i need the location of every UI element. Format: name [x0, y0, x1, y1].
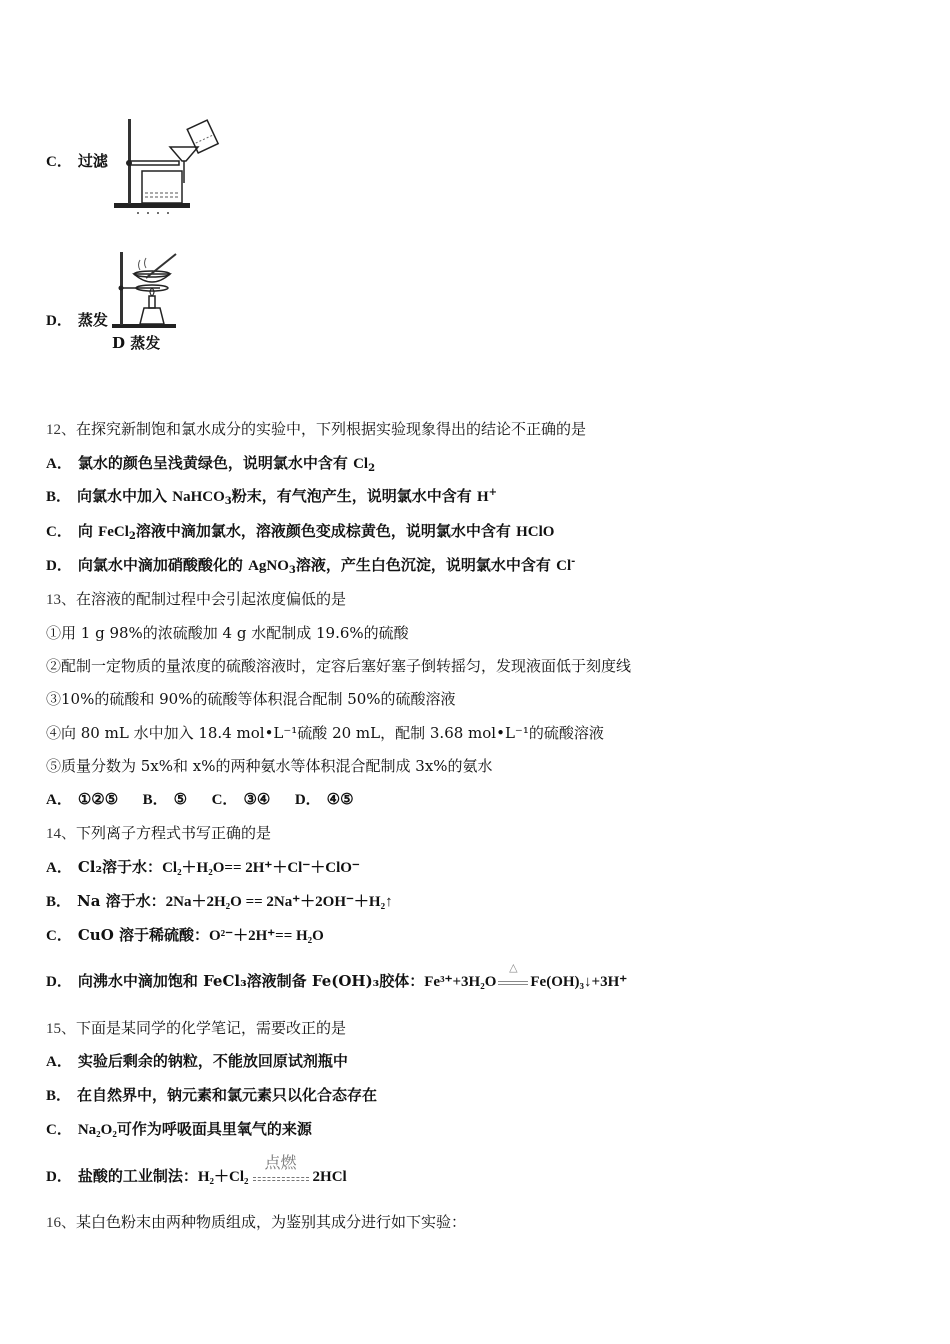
ion: Cl: [556, 558, 572, 574]
question-text: 在溶液的配制过程中会引起浓度偏低的是: [76, 590, 347, 608]
option-letter: A．: [46, 1054, 72, 1070]
question-13-stem: [46, 589, 346, 610]
q12-option-a: [46, 453, 375, 474]
q14-option-b: [46, 891, 393, 912]
choice-text: ④⑤: [326, 790, 354, 808]
option-letter: C．: [46, 154, 72, 170]
option-text: 溶液中滴加氯水，溶液颜色变成棕黄色，说明氯水中含有: [135, 522, 517, 540]
q14-option-c: [46, 925, 324, 946]
question-text: 下面是某同学的化学笔记，需要改正的是: [76, 1019, 347, 1037]
chem-formula: NaHCO: [172, 489, 225, 505]
option-letter: A．: [46, 860, 72, 876]
option-letter: A．: [46, 456, 72, 472]
q13-choices: [46, 789, 354, 810]
heat-condition-arrow: [498, 961, 528, 992]
q12-option-d: [46, 555, 575, 576]
option-text: 向氯水中加入: [77, 487, 173, 505]
q13-item-5: ⑤质量分数为 5x%和 x%的两种氨水等体积混合配制成 3x%的氨水: [46, 757, 493, 775]
question-number: 14、: [46, 826, 77, 842]
question-number: 15、: [46, 1021, 77, 1037]
option-text: 向氯水中滴加硝酸酸化的: [77, 556, 249, 574]
option-letter: C．: [46, 524, 72, 540]
equation-lhs: Fe³⁺+3H₂O: [424, 974, 497, 990]
option-letter: B．: [46, 489, 72, 505]
question-number: 12、: [46, 422, 77, 438]
q15-option-d: [46, 1153, 347, 1187]
subscript: 3: [288, 565, 296, 576]
subscript: 3: [224, 496, 232, 507]
option-label: Cl₂溶于水：: [77, 858, 163, 876]
chem-formula: HClO: [516, 524, 555, 540]
figure-caption: D 蒸发: [112, 334, 161, 352]
option-letter: D．: [46, 1169, 72, 1185]
option-label: 盐酸的工业制法：: [77, 1167, 198, 1185]
option-letter: B．: [46, 894, 72, 910]
q13-item-3: ③10%的硫酸和 90%的硫酸等体积混合配制 50%的硫酸溶液: [46, 690, 456, 708]
evaporation-apparatus-figure: [110, 248, 190, 356]
question-14-stem: [46, 823, 271, 844]
option-letter: D．: [46, 313, 72, 329]
option-letter: B．: [46, 1088, 72, 1104]
condition-text: 点燃: [264, 1153, 297, 1172]
ion-equation: 2Na＋2H₂O == 2Na⁺＋2OH⁻＋H₂↑: [165, 894, 393, 910]
q11-option-c: [46, 151, 108, 172]
q14-option-d: [46, 961, 628, 992]
filtration-apparatus-icon: [112, 115, 224, 217]
q15-option-b: [46, 1085, 377, 1106]
choice-letter: C．: [211, 792, 238, 808]
question-number: 16、: [46, 1215, 77, 1231]
option-text: 蒸发: [77, 311, 108, 329]
q12-option-b: [46, 486, 497, 507]
equation-rhs: 2HCl: [312, 1169, 347, 1185]
ion-equation: Cl₂＋H₂O== 2H⁺＋Cl⁻＋ClO⁻: [162, 860, 360, 876]
q13-item-4: ④向 80 mL 水中加入 18.4 mol•L⁻¹硫酸 20 mL，配制 3.68 mol•L⁻¹的硫酸溶液: [46, 724, 604, 742]
chem-formula: Na₂O₂: [77, 1122, 117, 1138]
option-text: 向: [77, 522, 99, 540]
q15-option-a: [46, 1051, 348, 1072]
evaporation-apparatus-icon: [110, 248, 190, 330]
superscript: +: [488, 487, 498, 498]
q14-option-a: [46, 857, 360, 878]
equation-rhs: Fe(OH)₃↓+3H⁺: [530, 974, 628, 990]
filtration-apparatus-figure: [112, 115, 224, 217]
option-label: CuO 溶于稀硫酸：: [77, 926, 209, 944]
question-text: 在探究新制饱和氯水成分的实验中，下列根据实验现象得出的结论不正确的是: [76, 420, 587, 438]
option-text: 粉末，有气泡产生，说明氯水中含有: [231, 487, 477, 505]
chem-formula: AgNO: [248, 558, 289, 574]
question-16-stem: [46, 1212, 466, 1233]
option-letter: D．: [46, 558, 72, 574]
ion: H: [476, 489, 489, 505]
ion-equation: O²⁻＋2H⁺== H₂O: [208, 928, 324, 944]
equation-lhs: H₂＋Cl₂: [197, 1169, 249, 1185]
option-text: 氯水的颜色呈浅黄绿色，说明氯水中含有: [77, 454, 354, 472]
option-text: 溶液，产生白色沉淀，说明氯水中含有: [295, 556, 557, 574]
q12-option-c: [46, 521, 554, 542]
chem-formula: FeCl: [98, 524, 129, 540]
question-number: 13、: [46, 592, 77, 608]
subscript: 2: [368, 463, 376, 474]
question-text: 某白色粉末由两种物质组成，为鉴别其成分进行如下实验：: [76, 1213, 467, 1231]
option-letter: C．: [46, 1122, 72, 1138]
question-15-stem: [46, 1018, 346, 1039]
choice-text: ③④: [243, 790, 271, 808]
option-text: 过滤: [77, 152, 108, 170]
choice-text: ⑤: [173, 790, 188, 808]
option-letter: D．: [46, 974, 72, 990]
option-text: 可作为呼吸面具里氧气的来源: [116, 1120, 312, 1138]
ignite-condition-arrow: [253, 1153, 309, 1187]
choice-letter: D．: [294, 792, 321, 808]
choice-letter: A．: [46, 792, 72, 808]
choice-text: ①②⑤: [77, 790, 119, 808]
question-12-stem: [46, 419, 586, 440]
q13-item-2: ②配制一定物质的量浓度的硫酸溶液时，定容后塞好塞子倒转摇匀，发现液面低于刻度线: [46, 657, 632, 675]
question-text: 下列离子方程式书写正确的是: [76, 824, 272, 842]
q11-option-d: [46, 310, 108, 331]
option-label: 向沸水中滴加饱和 FeCl₃溶液制备 Fe(OH)₃胶体：: [77, 972, 425, 990]
heat-icon: △: [509, 961, 518, 974]
choice-letter: B．: [142, 792, 168, 808]
option-label: Na 溶于水：: [77, 892, 166, 910]
option-text: 实验后剩余的钠粒，不能放回原试剂瓶中: [77, 1052, 348, 1070]
subscript: 2: [128, 531, 136, 542]
option-text: 在自然界中，钠元素和氯元素只以化合态存在: [77, 1086, 378, 1104]
superscript: -: [571, 556, 576, 567]
q13-item-1: ①用 1 g 98%的浓硫酸加 4 g 水配制成 19.6%的硫酸: [46, 624, 409, 642]
q15-option-c: [46, 1119, 312, 1140]
option-letter: C．: [46, 928, 72, 944]
chem-formula: Cl: [353, 456, 369, 472]
